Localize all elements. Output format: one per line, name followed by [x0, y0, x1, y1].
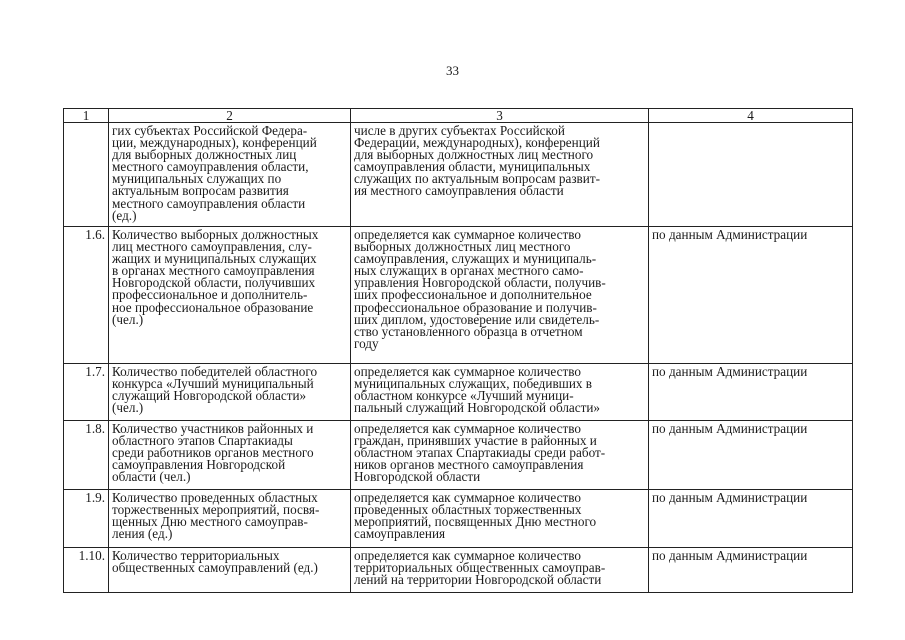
- row-number: 1.10.: [64, 548, 109, 593]
- table-row: [64, 123, 853, 227]
- table-row: [64, 364, 853, 421]
- column-header-1: 1: [64, 109, 109, 123]
- method-cell: определяется как суммарное количество муниципальных служащих, победивших в областном конкурсе «Лучший муници- пальный служащий Новгородской области»: [351, 364, 649, 421]
- table-row: [64, 548, 853, 593]
- source-cell: по данным Администрации: [649, 490, 853, 548]
- source-cell: по данным Администрации: [649, 364, 853, 421]
- table-row: [64, 227, 853, 364]
- column-header-2: 2: [109, 109, 351, 123]
- indicator-cell: гих субъектах Российской Федера- ции, международных), конференций для выборных должностных лиц местного самоуправления области, муниципальных служащих по актуальным вопросам развития местного самоуправления области (ед.): [109, 123, 351, 227]
- indicator-cell: Количество участников районных и областного этапов Спартакиады среди работников органов местного самоуправления Новгородской области (чел.): [109, 421, 351, 490]
- indicator-cell: Количество победителей областного конкурса «Лучший муниципальный служащий Новгородской области» (чел.): [109, 364, 351, 421]
- row-number: 1.9.: [64, 490, 109, 548]
- table-header-row: [64, 109, 853, 123]
- page-number: 33: [446, 63, 459, 78]
- method-cell: определяется как суммарное количество выборных должностных лиц местного самоуправления, служащих и муниципаль- ных служащих в органах местного само- управления Новгородской области, получив- ших профессиональное и дополнительное профессиональное образование и получив- ших диплом, удостоверение или свидетель- ство установленного образца в отчетном году: [351, 227, 649, 364]
- source-cell: по данным Администрации: [649, 421, 853, 490]
- table-row: [64, 490, 853, 548]
- indicator-cell: Количество проведенных областных торжественных мероприятий, посвя- щенных Дню местного самоуправ- ления (ед.): [109, 490, 351, 548]
- row-number: [64, 123, 109, 227]
- method-cell: определяется как суммарное количество проведенных областных торжественных мероприятий, посвященных Дню местного самоуправления: [351, 490, 649, 548]
- source-cell: по данным Администрации: [649, 548, 853, 593]
- table-row: [64, 421, 853, 490]
- row-number: 1.7.: [64, 364, 109, 421]
- row-number: 1.8.: [64, 421, 109, 490]
- method-cell: определяется как суммарное количество территориальных общественных самоуправ- лений на территории Новгородской области: [351, 548, 649, 593]
- source-cell: [649, 123, 853, 227]
- indicator-cell: Количество территориальных общественных самоуправлений (ед.): [109, 548, 351, 593]
- indicators-table: [63, 108, 853, 593]
- method-cell: определяется как суммарное количество граждан, принявших участие в районных и областном этапах Спартакиады среди работ- ников органов местного самоуправления Новгородской области: [351, 421, 649, 490]
- method-cell: числе в других субъектах Российской Федерации, международных), конференций для выборных должностных лиц местного самоуправления области, муниципальных служащих по актуальным вопросам развит- ия местного самоуправления области: [351, 123, 649, 227]
- indicator-cell: Количество выборных должностных лиц местного самоуправления, слу- жащих и муниципальных служащих в органах местного самоуправления Новгородской области, получивших профессиональное и дополнитель- ное профессиональное образование (чел.): [109, 227, 351, 364]
- column-header-3: 3: [351, 109, 649, 123]
- row-number: 1.6.: [64, 227, 109, 364]
- source-cell: по данным Администрации: [649, 227, 853, 364]
- column-header-4: 4: [649, 109, 853, 123]
